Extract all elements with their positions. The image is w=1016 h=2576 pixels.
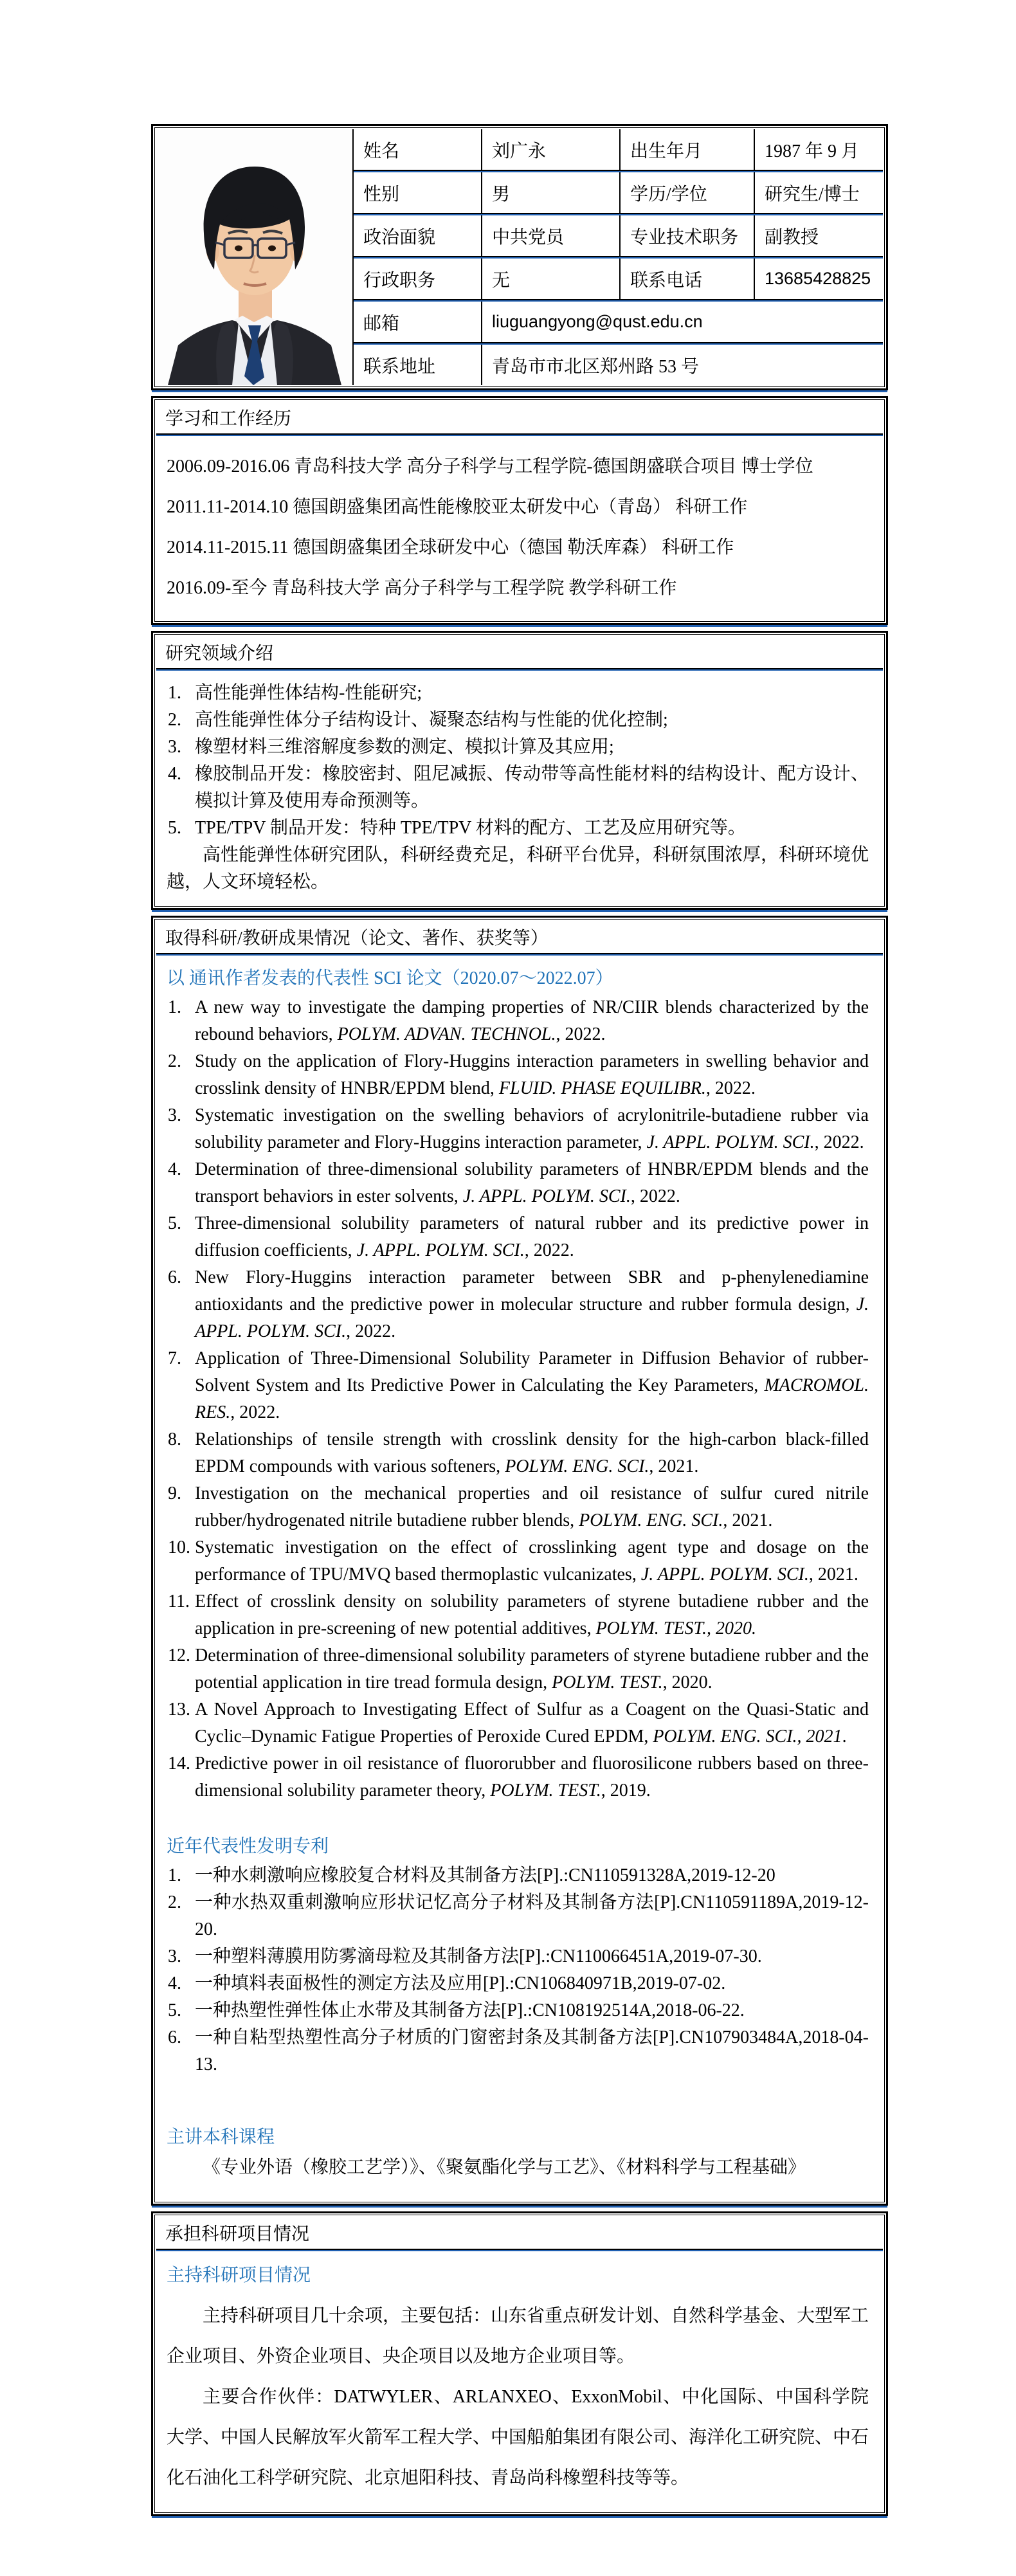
paper-item xyxy=(167,1534,869,1588)
projects-paragraph-1: 主持科研项目几十余项，主要包括：山东省重点研发计划、自然科学基金、大型军工企业项目、外资企业项目、央企项目以及地方企业项目等。 xyxy=(167,2306,869,2366)
table-blue-accent xyxy=(152,910,887,912)
paper-title-text: A Novel Approach to Investigating Effect of Sulfur as a Coagent on the Quasi-Static and Cyclic–Dynamic Fatigue Properties of Peroxide Cured EPDM, xyxy=(195,1700,869,1746)
courses-list: 《专业外语（橡胶工艺学）》、《聚氨酯化学与工艺》、《材料科学与工程基础》 xyxy=(203,2157,806,2177)
table-row xyxy=(354,215,883,256)
paper-journal: POLYM. TEST. xyxy=(490,1781,601,1800)
paper-journal: MACROMOL. RES. xyxy=(195,1375,869,1422)
paper-item xyxy=(167,1102,869,1156)
paper-item xyxy=(167,1426,869,1480)
profile-photo xyxy=(156,129,354,385)
paper-title-text: Determination of three-dimensional solubility parameters of styrene butadiene rubber and the potential application in tire tread formula design, xyxy=(195,1646,869,1692)
paper-year: , 2020. xyxy=(662,1673,712,1692)
degree-value: 研究生/博士 xyxy=(754,172,883,213)
table-blue-accent xyxy=(152,625,887,627)
patent-item: 一种填料表面极性的测定方法及应用[P].:CN106840971B,2019-07-02. xyxy=(195,1973,726,1993)
gender-value: 男 xyxy=(481,172,619,213)
paper-title-text: Investigation on the mechanical properties and oil resistance of sulfur cured nitrile rubber/hydrogenated nitrile butadiene rubber blends, xyxy=(195,1483,869,1530)
table-blue-accent xyxy=(152,2206,887,2208)
table-row xyxy=(354,259,883,299)
table-row xyxy=(354,129,883,170)
research-item: 橡塑材料三维溶解度参数的测定、模拟计算及其应用; xyxy=(195,737,614,757)
paper-title-text: Three-dimensional solubility parameters of natural rubber and its predictive power in diffusion coefficients, xyxy=(195,1213,869,1260)
paper-year: , 2022. xyxy=(230,1402,280,1422)
patents-list xyxy=(167,1862,869,2078)
paper-journal: POLYM. TEST., 2020. xyxy=(595,1619,756,1638)
paper-item xyxy=(167,1696,869,1750)
paper-journal: J. APPL. POLYM. SCI. xyxy=(356,1240,525,1260)
sci-papers-header: 以 通讯作者发表的代表性 SCI 论文（2020.07～2022.07） xyxy=(167,968,613,988)
paper-title-text: Application of Three-Dimensional Solubility Parameter in Diffusion Behavior of rubber-Solvent System and Its Predictive Power in Calculating the Key Parameters, xyxy=(195,1348,869,1395)
research-item: 橡胶制品开发：橡胶密封、阻尼减振、传动带等高性能材料的结构设计、配方设计、模拟计算及使用寿命预测等。 xyxy=(195,764,869,811)
paper-journal: J. APPL. POLYM. SCI. xyxy=(640,1565,809,1584)
paper-year: , 2021. xyxy=(649,1456,699,1476)
paper-item xyxy=(167,1480,869,1534)
patent-item: 一种热塑性弹性体止水带及其制备方法[P].:CN108192514A,2018-06-22. xyxy=(195,2000,745,2020)
paper-year: , 2022. xyxy=(346,1321,396,1341)
research-item: 高性能弹性体分子结构设计、凝聚态结构与性能的优化控制; xyxy=(195,710,668,730)
admin-label: 行政职务 xyxy=(363,270,436,291)
research-items xyxy=(167,680,869,842)
experience-entry: 2006.09-2016.06 青岛科技大学 高分子科学与工程学院-德国朗盛联合项目 博士学位 xyxy=(167,457,813,476)
paper-year: , 2022. xyxy=(630,1186,680,1206)
political-label: 政治面貌 xyxy=(363,227,436,248)
experience-section xyxy=(151,396,888,627)
paper-title-text: Relationships of tensile strength with crosslink density for the high-carbon black-filled EPDM compounds with various softeners, xyxy=(195,1429,869,1476)
achievements-section xyxy=(151,916,888,2208)
birth-label: 出生年月 xyxy=(619,129,754,170)
paper-journal: POLYM. ADVAN. TECHNOL. xyxy=(337,1024,556,1044)
address-value: 青岛市市北区郑州路 53 号 xyxy=(481,345,883,385)
personal-info-table xyxy=(151,124,888,390)
email-label: 邮箱 xyxy=(363,313,400,334)
paper-journal: POLYM. ENG. SCI., 2021 xyxy=(653,1727,842,1746)
experience-entry: 2014.11-2015.11 德国朗盛集团全球研发中心（德国 勒沃库森） 科研工作 xyxy=(167,538,734,558)
sci-papers-list xyxy=(167,994,869,1804)
patent-item: 一种自粘型热塑性高分子材质的门窗密封条及其制备方法[P].CN107903484A,2018-04-13. xyxy=(195,2027,869,2074)
phone-label: 联系电话 xyxy=(619,259,754,299)
paper-item xyxy=(167,1345,869,1426)
table-row xyxy=(354,345,883,385)
paper-title-text: Effect of crosslink density on solubility parameters of styrene butadiene rubber and the application in pre-screening of new potential additives, xyxy=(195,1592,869,1638)
paper-journal: POLYM. ENG. SCI. xyxy=(505,1456,649,1476)
paper-year: , 2022. xyxy=(556,1024,606,1044)
address-label: 联系地址 xyxy=(363,356,436,377)
paper-title-text: New Flory-Huggins interaction parameter between SBR and p-phenylenediamine antioxidants and the predictive power in molecular structure and rubber formula design, xyxy=(195,1267,869,1314)
table-blue-accent xyxy=(152,2516,887,2518)
section-title: 学习和工作经历 xyxy=(165,409,292,429)
name-label: 姓名 xyxy=(363,141,400,161)
paper-year: , 2022. xyxy=(705,1078,756,1098)
paper-journal: J. APPL. POLYM. SCI. xyxy=(462,1186,631,1206)
paper-journal: POLYM. ENG. SCI. xyxy=(579,1510,723,1530)
paper-title-text: Study on the application of Flory-Huggins interaction parameters in swelling behavior and crosslink density of HNBR/EPDM blend, xyxy=(195,1051,869,1098)
name-value: 刘广永 xyxy=(481,129,619,170)
paper-item xyxy=(167,1588,869,1642)
degree-label: 学历/学位 xyxy=(619,172,754,213)
research-item: 高性能弹性体结构-性能研究; xyxy=(195,683,422,703)
spacer xyxy=(167,2182,869,2191)
paper-item xyxy=(167,1210,869,1264)
paper-title-text: Systematic investigation on the effect of crosslinking agent type and dosage on the performance of TPU/MVQ based thermoplastic vulcanizates, xyxy=(195,1537,869,1584)
experience-entry: 2011.11-2014.10 德国朗盛集团高性能橡胶亚太研发中心（青岛） 科研工作 xyxy=(167,497,748,517)
paper-year: . xyxy=(842,1727,847,1746)
paper-title-text: Predictive power in oil resistance of fluororubber and fluorosilicone rubbers based on three-dimensional solubility parameter theory, xyxy=(195,1754,869,1800)
patent-item: 一种塑料薄膜用防雾滴母粒及其制备方法[P].:CN110066451A,2019-07-30. xyxy=(195,1946,762,1966)
section-title: 承担科研项目情况 xyxy=(165,2224,310,2244)
personal-info-rows xyxy=(354,129,883,385)
personal-info-section xyxy=(151,124,888,392)
spacer xyxy=(167,2078,869,2121)
table-row xyxy=(354,172,883,213)
paper-year: , 2022. xyxy=(524,1240,574,1260)
paper-journal: FLUID. PHASE EQUILIBR. xyxy=(498,1078,706,1098)
political-value: 中共党员 xyxy=(481,215,619,256)
patents-header: 近年代表性发明专利 xyxy=(167,1837,329,1856)
paper-year: , 2019. xyxy=(601,1781,651,1800)
table-blue-accent xyxy=(152,390,887,392)
projects-subtitle: 主持科研项目情况 xyxy=(167,2265,311,2285)
email-value: liuguangyong@qust.edu.cn xyxy=(481,302,883,342)
paper-item xyxy=(167,994,869,1048)
section-title: 研究领域介绍 xyxy=(165,644,274,664)
paper-item xyxy=(167,1048,869,1102)
admin-value: 无 xyxy=(481,259,619,299)
research-team-note: 高性能弹性体研究团队，科研经费充足，科研平台优异，科研氛围浓厚，科研环境优越，人文环境轻松。 xyxy=(167,845,869,892)
research-areas-section xyxy=(151,631,888,912)
experience-entry: 2016.09-至今 青岛科技大学 高分子科学与工程学院 教学科研工作 xyxy=(167,578,677,598)
paper-item xyxy=(167,1156,869,1210)
paper-year: , 2022. xyxy=(814,1132,864,1152)
paper-item xyxy=(167,1264,869,1345)
projects-section xyxy=(151,2211,888,2518)
experience-entries xyxy=(156,436,883,620)
paper-title-text: A new way to investigate the damping properties of NR/CIIR blends characterized by the rebound behaviors, xyxy=(195,997,869,1044)
paper-year: , 2021. xyxy=(808,1565,858,1584)
paper-year: , 2021. xyxy=(723,1510,773,1530)
table-row xyxy=(354,302,883,342)
portrait-illustration xyxy=(156,129,352,385)
courses-header: 主讲本科课程 xyxy=(167,2127,275,2147)
title-value: 副教授 xyxy=(754,215,883,256)
projects-paragraph-2: 主要合作伙伴：DATWYLER、ARLANXEO、ExxonMobil、中化国际、中国科学院大学、中国人民解放军火箭军工程大学、中国船舶集团有限公司、海洋化工研究院、中石化石油化工科学研究院、北京旭阳科技、青岛尚科橡塑科技等等。 xyxy=(167,2387,869,2488)
paper-journal: POLYM. TEST. xyxy=(552,1673,663,1692)
paper-title-text: Determination of three-dimensional solubility parameters of HNBR/EPDM blends and the transport behaviors in ester solvents, xyxy=(195,1159,869,1206)
section-title: 取得科研/教研成果情况（论文、著作、获奖等） xyxy=(165,929,549,948)
paper-journal: J. APPL. POLYM. SCI. xyxy=(195,1294,869,1341)
phone-value: 13685428825 xyxy=(754,259,883,299)
spacer xyxy=(167,1804,869,1830)
paper-journal: J. APPL. POLYM. SCI. xyxy=(646,1132,815,1152)
cv-document xyxy=(151,124,888,2522)
paper-title-text: Systematic investigation on the swelling behaviors of acrylonitrile-butadiene rubber via solubility parameter and Flory-Huggins interaction parameter, xyxy=(195,1105,869,1152)
research-item: TPE/TPV 制品开发：特种 TPE/TPV 材料的配方、工艺及应用研究等。 xyxy=(195,818,746,838)
patent-item: 一种水热双重刺激响应形状记忆高分子材料及其制备方法[P].CN110591189A,2019-12-20. xyxy=(195,1892,869,1939)
title-label: 专业技术职务 xyxy=(619,215,754,256)
birth-value: 1987 年 9 月 xyxy=(754,129,883,170)
paper-item xyxy=(167,1642,869,1696)
paper-item xyxy=(167,1750,869,1804)
gender-label: 性别 xyxy=(363,184,400,204)
patent-item: 一种水刺激响应橡胶复合材料及其制备方法[P].:CN110591328A,2019-12-20 xyxy=(195,1865,776,1885)
